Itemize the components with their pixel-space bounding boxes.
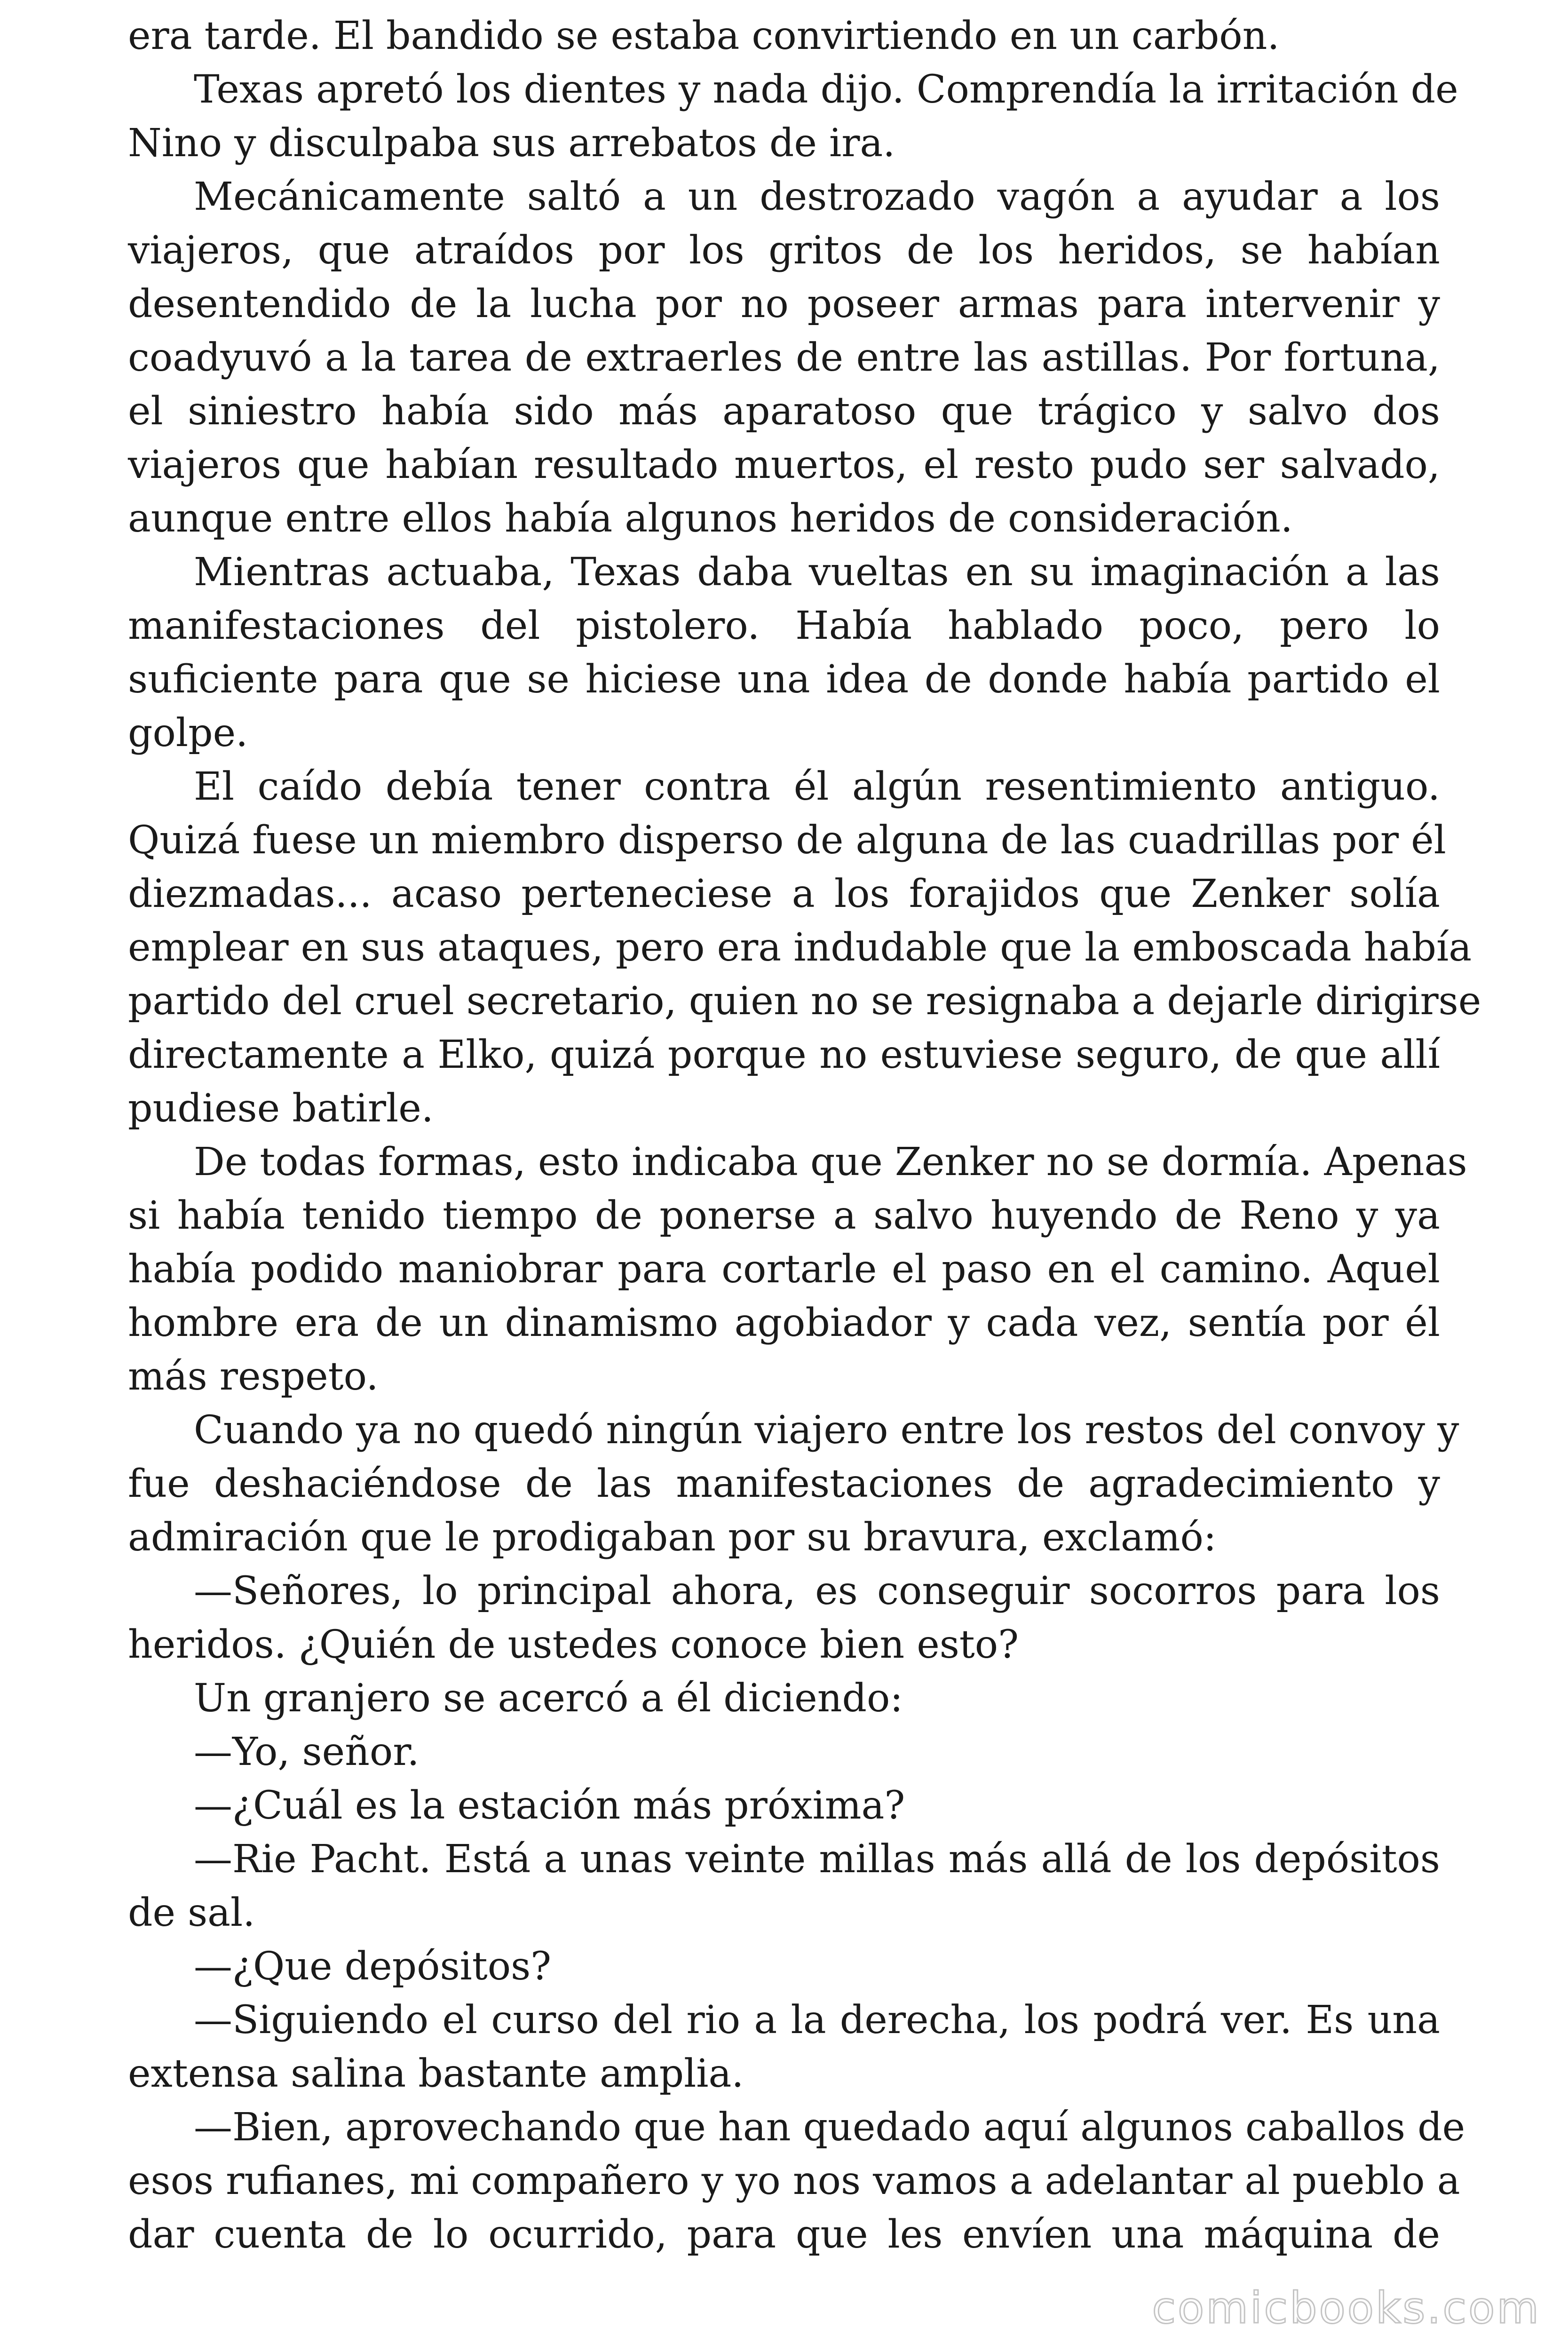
text-line: —Siguiendo el curso del rio a la derecha, los podrá ver. Es una xyxy=(194,1998,1440,2042)
text-line: emplear en sus ataques, pero era indudable que la emboscada había xyxy=(128,925,1472,970)
watermark: comicbooks.com xyxy=(1152,2283,1541,2333)
text-line: Nino y disculpaba sus arrebatos de ira. xyxy=(128,121,895,166)
text-line: aunque entre ellos había algunos heridos de consideración. xyxy=(128,496,1293,541)
text-line: esos rufianes, mi compañero y yo nos vamos a adelantar al pueblo a xyxy=(128,2159,1460,2203)
text-line: suficiente para que se hiciese una idea de donde había partido el xyxy=(128,657,1440,702)
text-line: admiración que le prodigaban por su bravura, exclamó: xyxy=(128,1515,1217,1560)
text-line: De todas formas, esto indicaba que Zenker no se dormía. Apenas xyxy=(194,1140,1467,1184)
text-line: de sal. xyxy=(128,1891,255,1935)
text-line: —Rie Pacht. Está a unas veinte millas más allá de los depósitos xyxy=(194,1837,1440,1882)
text-line: si había tenido tiempo de ponerse a salvo huyendo de Reno y ya xyxy=(128,1193,1440,1238)
text-line: había podido maniobrar para cortarle el paso en el camino. Aquel xyxy=(128,1247,1440,1292)
text-line: —¿Que depósitos? xyxy=(194,1944,552,1989)
text-line: directamente a Elko, quizá porque no estuviese seguro, de que allí xyxy=(128,1033,1440,1077)
text-line: —Yo, señor. xyxy=(194,1730,420,1774)
text-line: viajeros que habían resultado muertos, el resto pudo ser salvado, xyxy=(128,443,1440,487)
text-line: heridos. ¿Quién de ustedes conoce bien esto? xyxy=(128,1622,1019,1667)
text-line: más respeto. xyxy=(128,1354,379,1399)
text-line: Cuando ya no quedó ningún viajero entre los restos del convoy y xyxy=(194,1408,1459,1453)
text-line: —¿Cuál es la estación más próxima? xyxy=(194,1783,905,1828)
text-line: pudiese batirle. xyxy=(128,1086,434,1131)
text-line: extensa salina bastante amplia. xyxy=(128,2051,744,2096)
text-line: fue deshaciéndose de las manifestaciones de agradecimiento y xyxy=(128,1462,1440,1506)
text-line: Un granjero se acercó a él diciendo: xyxy=(194,1676,903,1721)
text-line: Mientras actuaba, Texas daba vueltas en su imaginación a las xyxy=(194,550,1440,595)
text-line: diezmadas... acaso perteneciese a los forajidos que Zenker solía xyxy=(128,872,1440,916)
text-line: era tarde. El bandido se estaba convirtiendo en un carbón. xyxy=(128,14,1280,58)
book-page-text xyxy=(128,9,1481,2262)
text-line: viajeros, que atraídos por los gritos de los heridos, se habían xyxy=(128,228,1440,273)
text-line: hombre era de un dinamismo agobiador y cada vez, sentía por él xyxy=(128,1301,1440,1345)
text-line: partido del cruel secretario, quien no se resignaba a dejarle dirigirse xyxy=(128,979,1481,1024)
text-line: Texas apretó los dientes y nada dijo. Comprendía la irritación de xyxy=(194,67,1458,112)
text-line: —Señores, lo principal ahora, es conseguir socorros para los xyxy=(194,1569,1440,1613)
text-line: dar cuenta de lo ocurrido, para que les envíen una máquina de xyxy=(128,2212,1440,2257)
text-line: Quizá fuese un miembro disperso de alguna de las cuadrillas por él xyxy=(128,818,1446,863)
text-line: coadyuvó a la tarea de extraerles de entre las astillas. Por fortuna, xyxy=(128,335,1440,380)
text-line: golpe. xyxy=(128,711,248,755)
text-line: El caído debía tener contra él algún resentimiento antiguo. xyxy=(194,764,1440,809)
text-line: el siniestro había sido más aparatoso que trágico y salvo dos xyxy=(128,389,1440,434)
text-line: Mecánicamente saltó a un destrozado vagón a ayudar a los xyxy=(194,175,1440,219)
text-line: desentendido de la lucha por no poseer armas para intervenir y xyxy=(128,282,1440,326)
text-line: —Bien, aprovechando que han quedado aquí algunos caballos de xyxy=(194,2105,1465,2150)
text-line: manifestaciones del pistolero. Había hablado poco, pero lo xyxy=(128,604,1440,648)
